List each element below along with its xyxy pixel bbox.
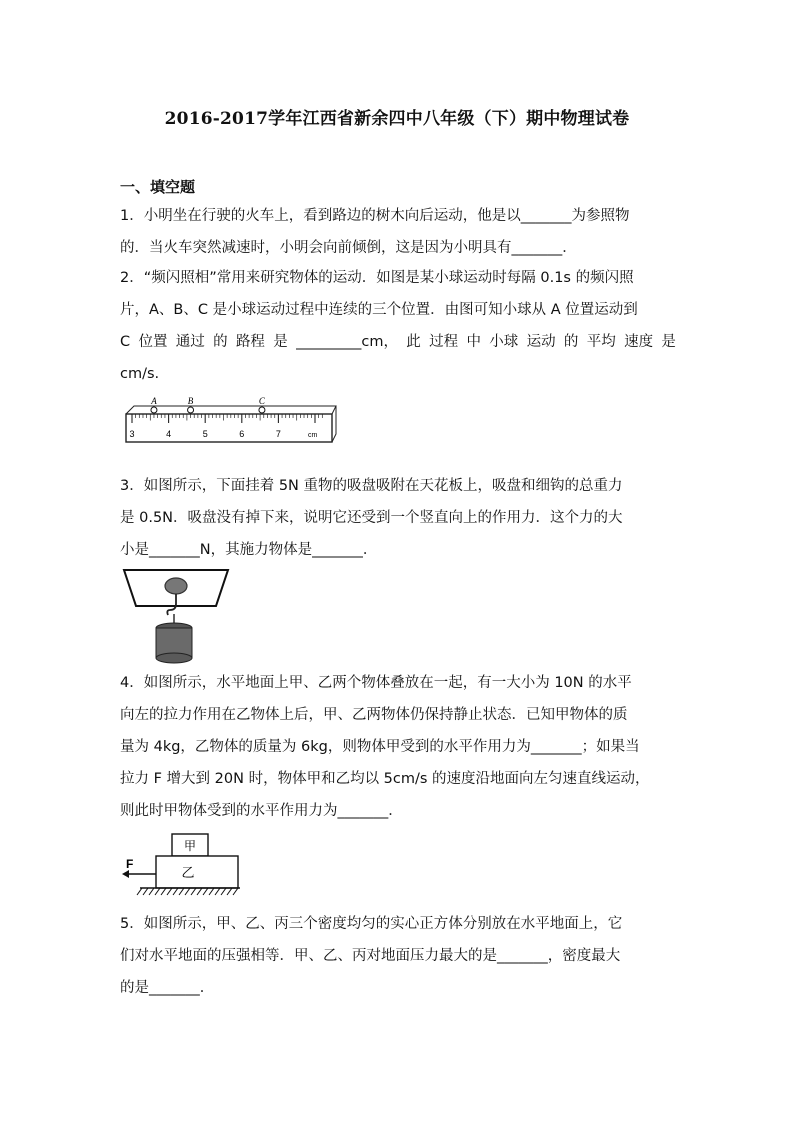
hatch-line xyxy=(161,888,166,895)
stacked-blocks-figure xyxy=(120,830,242,900)
q4-line-1: 4．如图所示，水平地面上甲、乙两个物体叠放在一起，有一大小为 10N 的水平 xyxy=(120,675,632,691)
q2-line-3-word: 此 xyxy=(406,334,421,350)
force-label: F xyxy=(126,857,134,871)
ruler-tick-label: 4 xyxy=(166,429,172,439)
ruler-tick-label: 3 xyxy=(129,429,135,439)
q2-line-3-word: C xyxy=(120,334,131,350)
q2-line-3 xyxy=(120,326,676,358)
q2-line-1: 2．“频闪照相”常用来研究物体的运动．如图是某小球运动时每隔 0.1s 的频闪照 xyxy=(120,270,634,286)
q2-line-3-word: 的 xyxy=(213,334,228,350)
hatch-line xyxy=(137,888,142,895)
question-5 xyxy=(120,908,676,1004)
hatch-line xyxy=(167,888,172,895)
hatch-line xyxy=(179,888,184,895)
q4-line-5: 则此时甲物体受到的水平作用力为_______． xyxy=(120,803,403,819)
q5-line-3: 的是_______． xyxy=(120,980,215,996)
hatch-line xyxy=(203,888,208,895)
q3-line-1: 3．如图所示，下面挂着 5N 重物的吸盘吸附在天花板上，吸盘和细钩的总重力 xyxy=(120,478,623,494)
ruler-figure xyxy=(122,396,338,458)
q3-line-2: 是 0.5N．吸盘没有掉下来，说明它还受到一个竖直向上的作用力．这个力的大 xyxy=(120,510,623,526)
block-yi xyxy=(156,856,238,888)
q2-line-3-word: 的 xyxy=(563,334,579,350)
q2-line-4: cm/s. xyxy=(120,366,160,382)
question-3 xyxy=(120,470,676,566)
block-yi-label: 乙 xyxy=(181,866,195,881)
q2-line-3-word: 路程 xyxy=(235,334,265,350)
block-jia-label: 甲 xyxy=(183,839,197,853)
q4-line-3: 量为 4kg，乙物体的质量为 6kg，则物体甲受到的水平作用力为_______；如果当 xyxy=(120,739,640,755)
q2-line-3-word: 速度 xyxy=(624,334,654,350)
page-title: 2016-2017学年江西省新余四中八年级（下）期中物理试卷 xyxy=(164,109,630,129)
q2-line-3-word: 位置 xyxy=(138,334,168,350)
q2-line-2: 片，A、B、C 是小球运动过程中连续的三个位置．由图可知小球从 A 位置运动到 xyxy=(120,302,638,318)
q4-line-4: 拉力 F 增大到 20N 时，物体甲和乙均以 5cm/s 的速度沿地面向左匀速直线运动， xyxy=(120,771,650,787)
q5-line-1: 5．如图所示，甲、乙、丙三个密度均匀的实心正方体分别放在水平地面上，它 xyxy=(120,916,623,932)
weight-bottom xyxy=(156,653,192,663)
hatch-line xyxy=(233,888,238,895)
hatch-line xyxy=(185,888,190,895)
hatch-line xyxy=(197,888,202,895)
ruler-unit-label: cm xyxy=(308,432,318,439)
q2-line-3-word: 中 xyxy=(466,334,481,350)
ground-hatch xyxy=(137,888,238,895)
ball-label-b: B xyxy=(187,396,194,406)
ruler-top-edge xyxy=(126,406,336,414)
question-4 xyxy=(120,667,676,827)
hatch-line xyxy=(215,888,220,895)
q5-line-2: 们对水平地面的压强相等．甲、乙、丙对地面压力最大的是_______，密度最大 xyxy=(120,948,621,964)
q2-line-3-word: 通过 xyxy=(175,334,205,350)
hatch-line xyxy=(221,888,226,895)
ruler-tick-label: 6 xyxy=(239,429,245,439)
hatch-line xyxy=(149,888,154,895)
q2-line-3-word: 运动 xyxy=(526,334,556,350)
suction-cup-figure xyxy=(120,566,232,668)
ball-label-c: C xyxy=(258,396,265,406)
q2-line-3-word: 平均 xyxy=(586,334,616,350)
hatch-line xyxy=(227,888,232,895)
hatch-line xyxy=(191,888,196,895)
q1-line-1: 1．小明坐在行驶的火车上，看到路边的树木向后运动，他是以_______为参照物 xyxy=(120,208,630,224)
question-2 xyxy=(120,262,676,390)
hatch-line xyxy=(155,888,160,895)
q2-line-3-word: 小球 xyxy=(489,334,519,350)
q2-line-3-word: 是 xyxy=(661,334,676,350)
ruler-tick-label: 5 xyxy=(202,429,208,439)
hatch-line xyxy=(143,888,148,895)
q2-line-3-word: _________cm， xyxy=(296,334,398,350)
q3-line-3: 小是_______N，其施力物体是_______． xyxy=(120,542,378,558)
ball-positions xyxy=(150,396,266,413)
hatch-line xyxy=(209,888,214,895)
q2-line-3-word: 是 xyxy=(273,334,288,350)
section-heading: 一、填空题 xyxy=(120,178,196,196)
ball-c xyxy=(259,407,265,413)
ball-label-a: A xyxy=(151,396,157,406)
q4-line-2: 向左的拉力作用在乙物体上后，甲、乙两物体仍保持静止状态．已知甲物体的质 xyxy=(120,707,628,723)
suction-cup xyxy=(165,578,187,594)
q2-line-3-word: 过程 xyxy=(429,334,459,350)
ball-a xyxy=(151,407,157,413)
hatch-line xyxy=(173,888,178,895)
question-1 xyxy=(120,200,676,264)
ruler-tick-label: 7 xyxy=(275,429,281,439)
ruler-body xyxy=(126,414,332,442)
force-arrowhead xyxy=(122,870,129,878)
ball-b xyxy=(188,407,194,413)
q1-line-2: 的．当火车突然减速时，小明会向前倾倒，这是因为小明具有_______． xyxy=(120,240,577,256)
